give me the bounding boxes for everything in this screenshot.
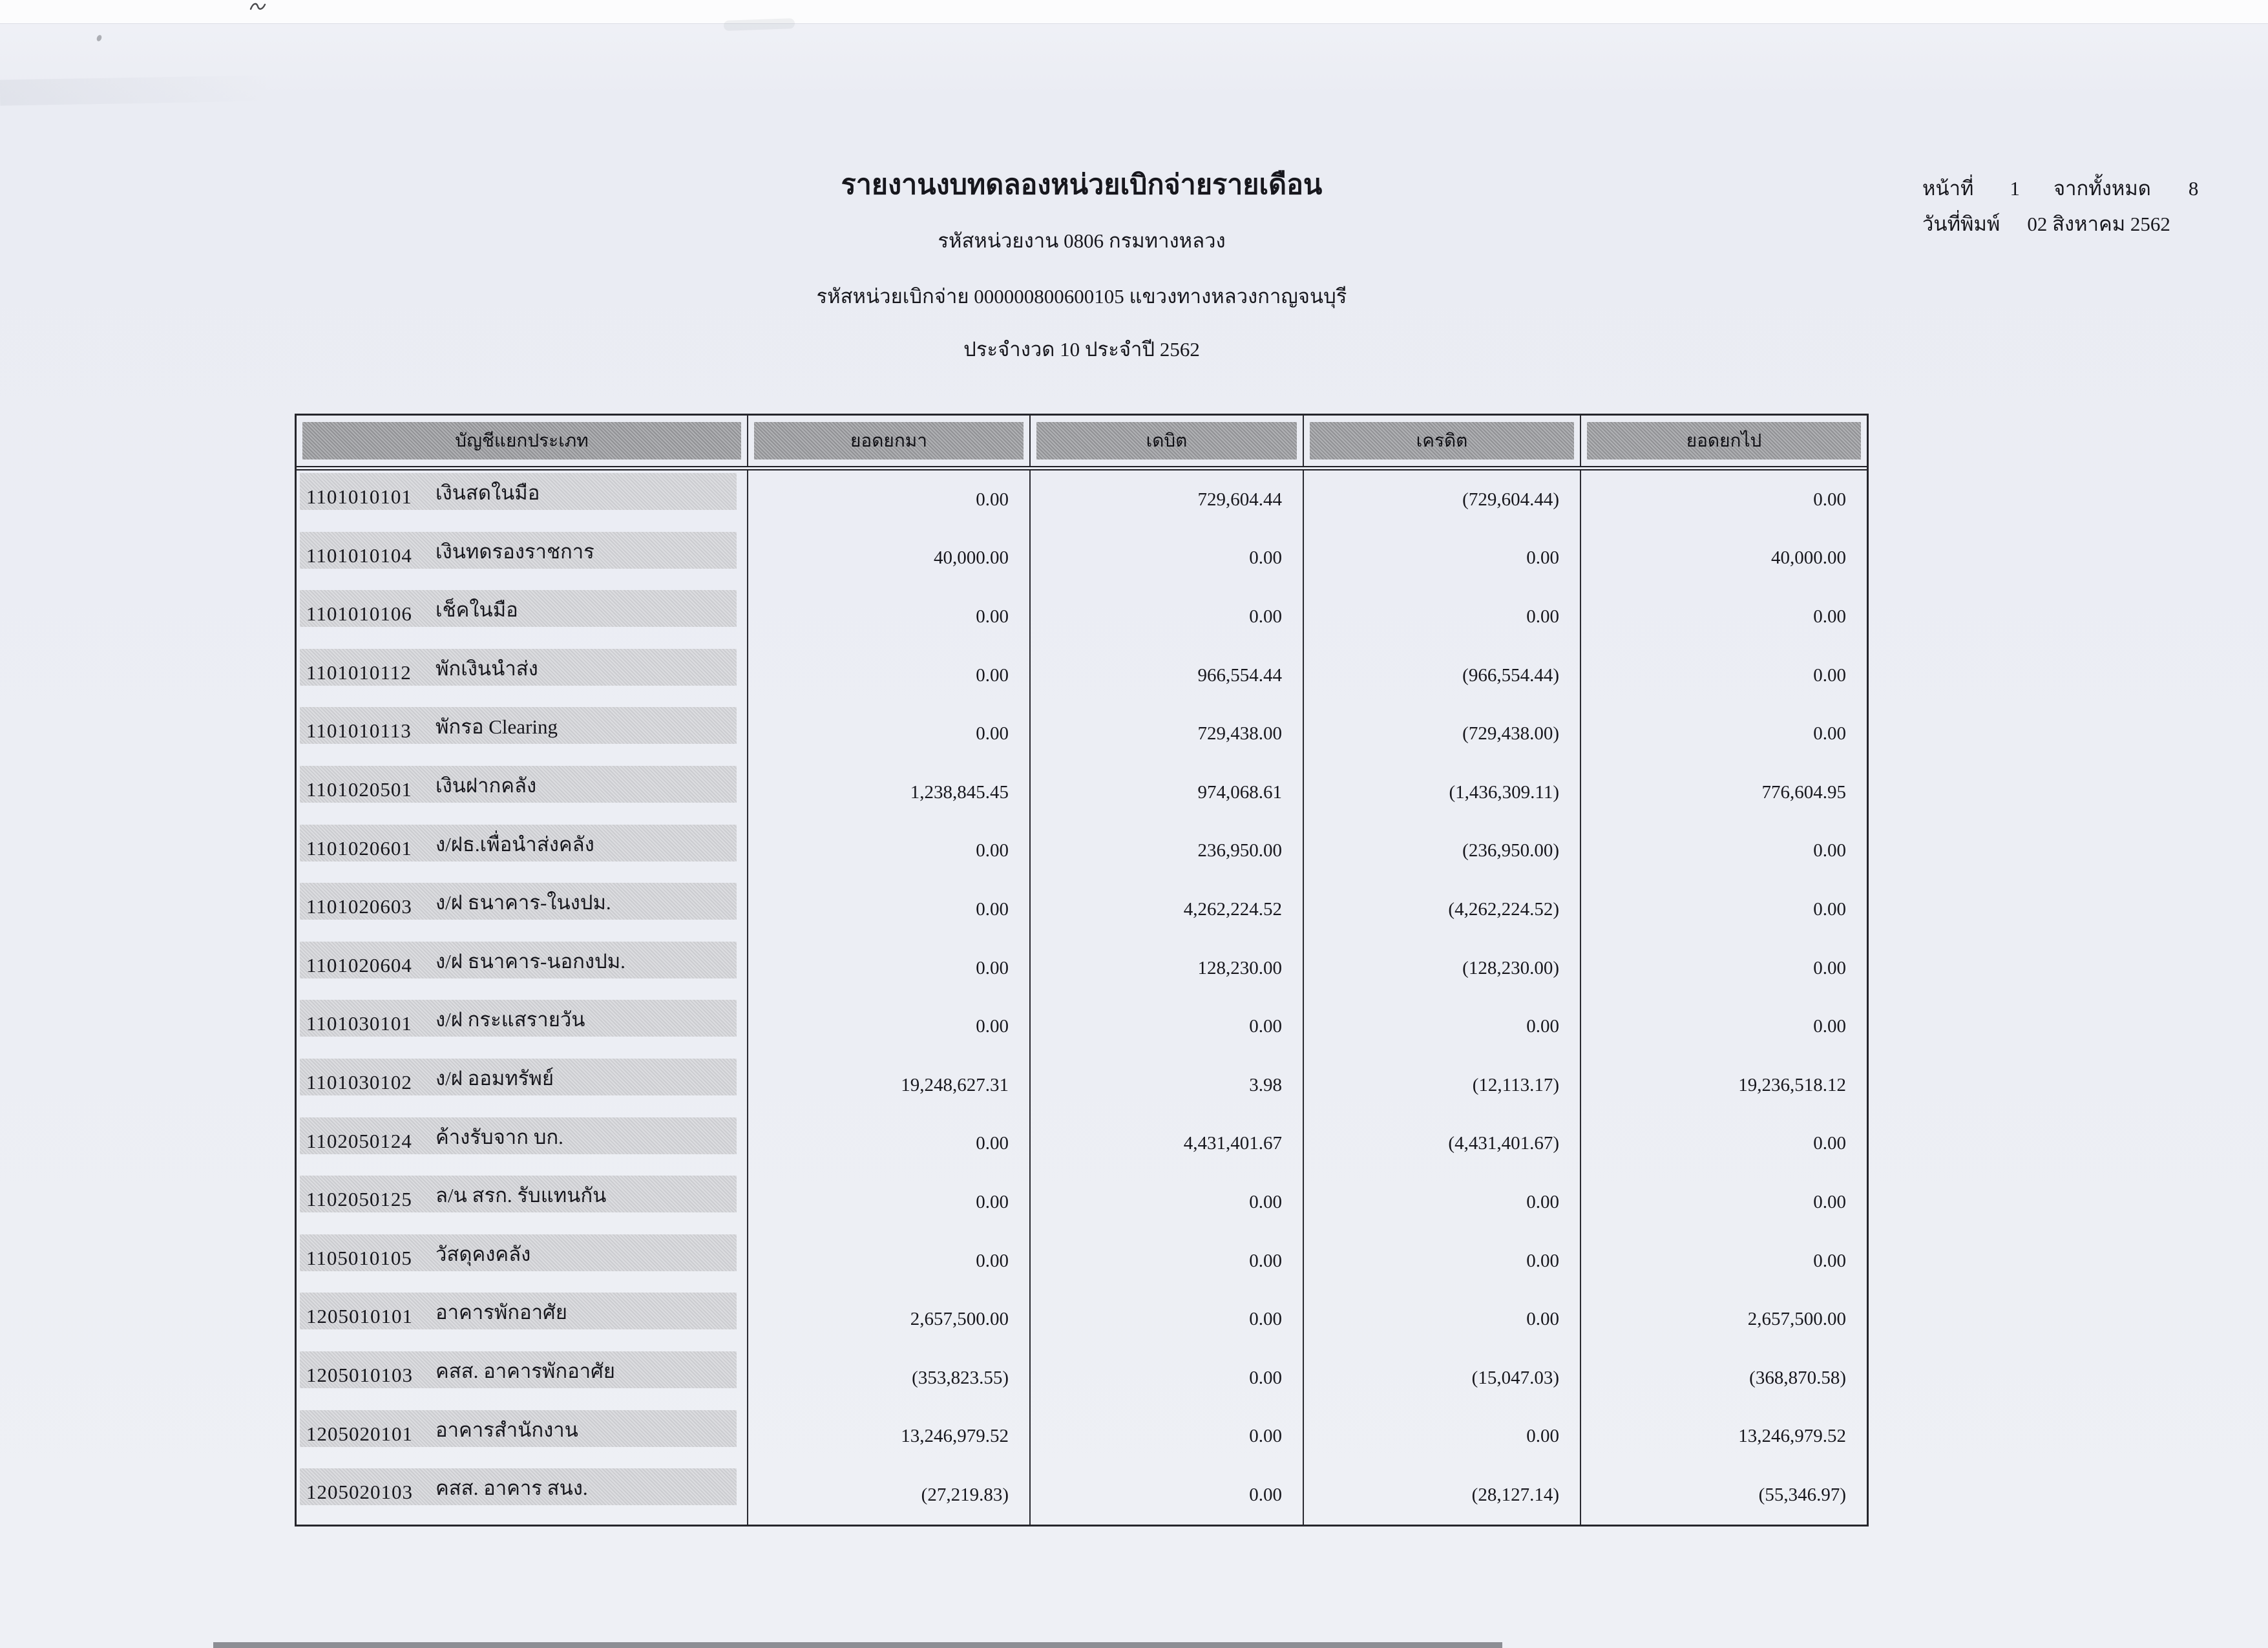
debit-cell: 0.00	[1029, 1349, 1303, 1408]
credit-cell: 0.00	[1303, 587, 1580, 646]
account-cell	[297, 529, 747, 588]
balance-brought-forward-cell: 0.00	[747, 1173, 1029, 1232]
account-cell	[297, 880, 747, 939]
account-name: ง/ฝ ธนาคาร-ในงปม.	[436, 891, 611, 914]
scanner-bottom-bar	[213, 1642, 1502, 1648]
account-cell	[297, 1173, 747, 1232]
row-stripe	[300, 1351, 737, 1388]
account-name: เงินฝากคลัง	[436, 774, 537, 797]
credit-cell: 0.00	[1303, 1232, 1580, 1291]
page-number: 1	[2010, 177, 2020, 200]
credit-cell: 0.00	[1303, 1173, 1580, 1232]
disbursement-unit-line: รหัสหน่วยเบิกจ่าย 000000800600105 แขวงทางหลวงกาญจนบุรี	[816, 284, 1347, 308]
credit-cell: (729,604.44)	[1303, 470, 1580, 529]
row-stripe	[300, 1176, 737, 1212]
scan-smudge	[724, 18, 795, 31]
account-code: 1101010101	[306, 485, 412, 508]
balance-carried-forward-cell: 0.00	[1580, 470, 1867, 529]
row-stripe	[300, 825, 737, 861]
debit-cell: 974,068.61	[1029, 763, 1303, 822]
account-cell	[297, 1115, 747, 1174]
row-stripe	[300, 1410, 737, 1447]
paper-fold-shadow	[0, 75, 271, 105]
of-total-label: จากทั้งหมด	[2053, 177, 2151, 200]
debit-cell: 0.00	[1029, 1232, 1303, 1291]
table-row	[297, 1290, 1867, 1349]
account-code: 1101010104	[306, 544, 412, 567]
balance-carried-forward-cell: 776,604.95	[1580, 763, 1867, 822]
table-row	[297, 939, 1867, 998]
balance-carried-forward-cell: 0.00	[1580, 1173, 1867, 1232]
table-row	[297, 1115, 1867, 1174]
account-cell	[297, 646, 747, 705]
account-code: 1101020601	[306, 836, 412, 860]
balance-carried-forward-cell: 0.00	[1580, 822, 1867, 881]
balance-brought-forward-cell: 0.00	[747, 646, 1029, 705]
debit-cell: 0.00	[1029, 587, 1303, 646]
debit-cell: 729,604.44	[1029, 470, 1303, 529]
table-row	[297, 587, 1867, 646]
credit-cell: (236,950.00)	[1303, 822, 1580, 881]
account-cell	[297, 763, 747, 822]
credit-cell: (729,438.00)	[1303, 704, 1580, 763]
header-label-account: บัญชีแยกประเภท	[302, 422, 741, 460]
balance-brought-forward-cell: 0.00	[747, 704, 1029, 763]
debit-cell: 236,950.00	[1029, 822, 1303, 881]
debit-cell: 0.00	[1029, 1173, 1303, 1232]
balance-carried-forward-cell: (55,346.97)	[1580, 1466, 1867, 1525]
header-cell-balance-carried-forward	[1580, 416, 1867, 466]
total-pages: 8	[2188, 177, 2199, 200]
header-cell-account	[297, 416, 747, 466]
scanner-edge-strip	[0, 0, 2268, 24]
row-stripe	[300, 1117, 737, 1154]
table-row	[297, 997, 1867, 1056]
account-name: ค้างรับจาก บก.	[436, 1125, 563, 1148]
account-name: คสส. อาคาร สนง.	[436, 1477, 588, 1500]
row-stripe	[300, 590, 737, 627]
credit-cell: (28,127.14)	[1303, 1466, 1580, 1525]
table-row	[297, 470, 1867, 529]
balance-carried-forward-cell: 0.00	[1580, 646, 1867, 705]
account-name: เงินทดรองราชการ	[436, 540, 594, 563]
account-code: 1101010113	[306, 719, 412, 743]
account-cell	[297, 1232, 747, 1291]
table-row	[297, 646, 1867, 705]
agency-code-line: รหัสหน่วยงาน 0806 กรมทางหลวง	[938, 229, 1226, 253]
credit-cell: (128,230.00)	[1303, 939, 1580, 998]
row-stripe	[300, 1468, 737, 1505]
balance-brought-forward-cell: 1,238,845.45	[747, 763, 1029, 822]
header-cell-balance-brought-forward	[747, 416, 1029, 466]
balance-brought-forward-cell: (353,823.55)	[747, 1349, 1029, 1408]
account-code: 1101020501	[306, 777, 412, 801]
header-label-balance-brought-forward: ยอดยกมา	[754, 422, 1024, 460]
trial-balance-table	[295, 414, 1869, 1527]
balance-brought-forward-cell: 0.00	[747, 1115, 1029, 1174]
row-stripe	[300, 766, 737, 803]
balance-carried-forward-cell: 0.00	[1580, 939, 1867, 998]
balance-carried-forward-cell: 0.00	[1580, 1115, 1867, 1174]
table-row	[297, 1408, 1867, 1466]
account-cell	[297, 1290, 747, 1349]
table-row	[297, 704, 1867, 763]
credit-cell: (966,554.44)	[1303, 646, 1580, 705]
row-stripe	[300, 473, 737, 510]
row-stripe	[300, 707, 737, 744]
header-label-debit: เดบิต	[1036, 422, 1297, 460]
account-code: 1205020103	[306, 1481, 413, 1504]
account-code: 1102050124	[306, 1129, 412, 1152]
account-name: วัสดุคงคลัง	[436, 1242, 531, 1265]
credit-cell: (12,113.17)	[1303, 1056, 1580, 1115]
balance-brought-forward-cell: 13,246,979.52	[747, 1408, 1029, 1466]
account-cell	[297, 1408, 747, 1466]
balance-brought-forward-cell: 0.00	[747, 822, 1029, 881]
row-stripe	[300, 942, 737, 978]
table-row	[297, 763, 1867, 822]
table-row	[297, 822, 1867, 881]
debit-cell: 0.00	[1029, 1466, 1303, 1525]
account-cell	[297, 1349, 747, 1408]
period-line: ประจำงวด 10 ประจำปี 2562	[963, 337, 1200, 361]
row-stripe	[300, 1234, 737, 1271]
balance-brought-forward-cell: 40,000.00	[747, 529, 1029, 588]
account-name: พักรอ Clearing	[436, 715, 558, 739]
header-label-balance-carried-forward: ยอดยกไป	[1587, 422, 1861, 460]
balance-carried-forward-cell: 0.00	[1580, 1232, 1867, 1291]
account-name: คสส. อาคารพักอาศัย	[436, 1359, 615, 1382]
debit-cell: 0.00	[1029, 1290, 1303, 1349]
row-stripe	[300, 649, 737, 686]
table-row	[297, 880, 1867, 939]
balance-brought-forward-cell: 19,248,627.31	[747, 1056, 1029, 1115]
table-body	[297, 470, 1867, 1525]
paper-speck	[96, 34, 102, 42]
account-code: 1101010112	[306, 660, 412, 684]
account-name: ง/ฝ กระแสรายวัน	[436, 1008, 585, 1031]
balance-carried-forward-cell: 0.00	[1580, 587, 1867, 646]
account-cell	[297, 470, 747, 529]
account-code: 1105010105	[306, 1246, 412, 1269]
account-code: 1205010101	[306, 1305, 413, 1328]
account-code: 1205010103	[306, 1363, 413, 1386]
page-meta	[1922, 176, 2198, 247]
table-row	[297, 1349, 1867, 1408]
credit-cell: (4,262,224.52)	[1303, 880, 1580, 939]
account-cell	[297, 704, 747, 763]
balance-carried-forward-cell: (368,870.58)	[1580, 1349, 1867, 1408]
table-row	[297, 1466, 1867, 1525]
account-name: เงินสดในมือ	[436, 481, 540, 504]
table-row	[297, 1232, 1867, 1291]
debit-cell: 0.00	[1029, 529, 1303, 588]
credit-cell: (4,431,401.67)	[1303, 1115, 1580, 1174]
table-row	[297, 529, 1867, 588]
debit-cell: 4,431,401.67	[1029, 1115, 1303, 1174]
balance-carried-forward-cell: 0.00	[1580, 704, 1867, 763]
account-name: ง/ฝ ธนาคาร-นอกงปม.	[436, 949, 625, 973]
account-name: ง/ฝ ออมทรัพย์	[436, 1066, 554, 1090]
balance-brought-forward-cell: 0.00	[747, 997, 1029, 1056]
account-name: อาคารพักอาศัย	[436, 1301, 567, 1324]
account-name: พักเงินนำส่ง	[436, 657, 538, 680]
balance-brought-forward-cell: 0.00	[747, 939, 1029, 998]
account-code: 1101010106	[306, 602, 412, 626]
balance-carried-forward-cell: 13,246,979.52	[1580, 1408, 1867, 1466]
account-code: 1205020101	[306, 1422, 413, 1445]
account-name: อาคารสำนักงาน	[436, 1418, 578, 1441]
header-cell-credit	[1303, 416, 1580, 466]
balance-carried-forward-cell: 40,000.00	[1580, 529, 1867, 588]
header-cell-debit	[1029, 416, 1303, 466]
row-stripe	[300, 1293, 737, 1329]
balance-brought-forward-cell: 0.00	[747, 587, 1029, 646]
report-heading	[295, 167, 1869, 363]
account-code: 1101020603	[306, 895, 412, 918]
credit-cell: 0.00	[1303, 529, 1580, 588]
account-code: 1101030101	[306, 1012, 412, 1035]
debit-cell: 128,230.00	[1029, 939, 1303, 998]
print-date-label: วันที่พิมพ์	[1922, 212, 2000, 235]
balance-carried-forward-cell: 2,657,500.00	[1580, 1290, 1867, 1349]
account-name: ล/น สรก. รับแทนกัน	[436, 1184, 607, 1207]
account-name: เช็คในมือ	[436, 598, 518, 622]
account-cell	[297, 822, 747, 881]
balance-brought-forward-cell: 0.00	[747, 470, 1029, 529]
account-cell	[297, 997, 747, 1056]
balance-brought-forward-cell: 0.00	[747, 880, 1029, 939]
account-cell	[297, 1056, 747, 1115]
page-number-row	[1922, 176, 2198, 202]
credit-cell: 0.00	[1303, 1290, 1580, 1349]
debit-cell: 729,438.00	[1029, 704, 1303, 763]
header-label-credit: เครดิต	[1310, 422, 1574, 460]
balance-brought-forward-cell: 2,657,500.00	[747, 1290, 1029, 1349]
account-cell	[297, 587, 747, 646]
balance-carried-forward-cell: 0.00	[1580, 880, 1867, 939]
balance-brought-forward-cell: (27,219.83)	[747, 1466, 1029, 1525]
row-stripe	[300, 883, 737, 920]
row-stripe	[300, 1000, 737, 1037]
print-date-value: 02 สิงหาคม 2562	[2027, 212, 2170, 235]
table-header-row	[297, 416, 1867, 470]
balance-carried-forward-cell: 19,236,518.12	[1580, 1056, 1867, 1115]
row-stripe	[300, 532, 737, 569]
debit-cell: 3.98	[1029, 1056, 1303, 1115]
credit-cell: (1,436,309.11)	[1303, 763, 1580, 822]
row-stripe	[300, 1059, 737, 1095]
table-row	[297, 1056, 1867, 1115]
account-cell	[297, 1466, 747, 1525]
debit-cell: 0.00	[1029, 1408, 1303, 1466]
print-date-row	[1922, 211, 2198, 238]
report-title: รายงานงบทดลองหน่วยเบิกจ่ายรายเดือน	[841, 170, 1323, 200]
account-code: 1102050125	[306, 1188, 412, 1211]
balance-carried-forward-cell: 0.00	[1580, 997, 1867, 1056]
balance-brought-forward-cell: 0.00	[747, 1232, 1029, 1291]
page-label: หน้าที่	[1922, 177, 1974, 200]
ink-speck-icon	[249, 1, 266, 13]
account-code: 1101020604	[306, 953, 412, 977]
debit-cell: 4,262,224.52	[1029, 880, 1303, 939]
credit-cell: 0.00	[1303, 997, 1580, 1056]
debit-cell: 966,554.44	[1029, 646, 1303, 705]
credit-cell: (15,047.03)	[1303, 1349, 1580, 1408]
credit-cell: 0.00	[1303, 1408, 1580, 1466]
debit-cell: 0.00	[1029, 997, 1303, 1056]
table-row	[297, 1173, 1867, 1232]
account-cell	[297, 939, 747, 998]
account-code: 1101030102	[306, 1070, 412, 1093]
account-name: ง/ฝธ.เพื่อนำส่งคลัง	[436, 832, 594, 856]
